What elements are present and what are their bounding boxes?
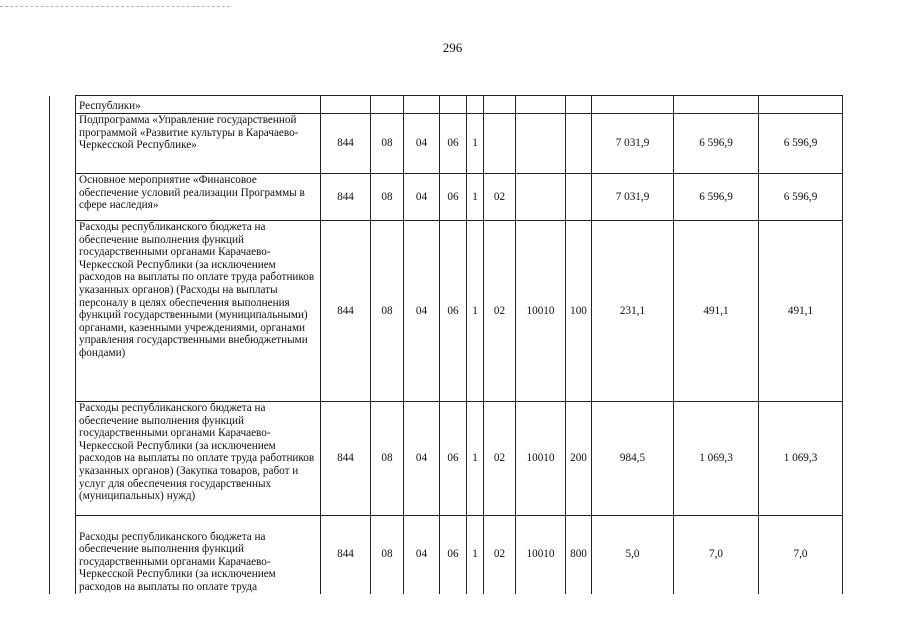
cell-code-expense-type [566,96,592,114]
cell-code-expense-type: 800 [566,516,592,594]
table-row [50,96,843,114]
cell-code-subsection: 04 [404,402,440,516]
cell-code-subsection: 04 [404,221,440,402]
cell-amount-year1: 7 031,9 [592,114,674,174]
cell-code-direction [516,114,566,174]
cell-code-section: 08 [371,174,404,221]
table-row [50,174,843,221]
cell-code-program: 06 [440,174,467,221]
cell-amount-year3: 7,0 [759,516,843,594]
row-gutter [50,221,76,402]
cell-code-program [440,96,467,114]
cell-amount-year3: 491,1 [759,221,843,402]
row-description: Основное мероприятие «Финансовое обеспечение условий реализации Программы в сфере наследия» [76,174,321,221]
cell-code-program: 06 [440,221,467,402]
cell-code-expense-type [566,174,592,221]
cell-amount-year1: 231,1 [592,221,674,402]
cell-code-section: 08 [371,114,404,174]
scan-artifact-line [0,6,230,7]
cell-amount-year2: 6 596,9 [674,174,759,221]
cell-code-event [484,96,516,114]
cell-amount-year3: 6 596,9 [759,114,843,174]
cell-code-subprogram: 1 [467,516,484,594]
cell-amount-year2: 6 596,9 [674,114,759,174]
cell-code-section: 08 [371,221,404,402]
cell-code-subprogram: 1 [467,174,484,221]
cell-code-section [371,96,404,114]
cell-amount-year3: 6 596,9 [759,174,843,221]
cell-code-subprogram: 1 [467,221,484,402]
row-gutter [50,96,76,114]
table-row [50,516,843,594]
cell-amount-year2: 1 069,3 [674,402,759,516]
cell-code-ministry [321,96,371,114]
table-row [50,402,843,516]
cell-amount-year1: 7 031,9 [592,174,674,221]
cell-amount-year2: 7,0 [674,516,759,594]
cell-amount-year3: 1 069,3 [759,402,843,516]
table-row [50,114,843,174]
cell-code-subsection: 04 [404,174,440,221]
cell-amount-year2: 491,1 [674,221,759,402]
cell-code-expense-type: 200 [566,402,592,516]
row-gutter [50,174,76,221]
cell-code-subsection [404,96,440,114]
cell-amount-year3 [759,96,843,114]
cell-code-subprogram: 1 [467,402,484,516]
cell-code-ministry: 844 [321,516,371,594]
cell-code-event [484,114,516,174]
cell-code-event: 02 [484,516,516,594]
page-number: 296 [442,40,463,55]
cell-code-subprogram: 1 [467,114,484,174]
cell-code-ministry: 844 [321,114,371,174]
cell-code-subprogram [467,96,484,114]
cell-code-direction: 10010 [516,516,566,594]
cell-code-ministry: 844 [321,174,371,221]
cell-code-ministry: 844 [321,221,371,402]
row-description: Расходы республиканского бюджета на обеспечение выполнения функций государственными органами Карачаево-Черкесской Республики (за исключением расходов на выплаты по оплате труда работников указанных органов) (Закупка товаров, работ и услуг для обеспечения государственных (муниципальных) нужд) [76,402,321,516]
row-gutter [50,402,76,516]
cell-code-ministry: 844 [321,402,371,516]
cell-code-section: 08 [371,402,404,516]
cell-code-direction: 10010 [516,221,566,402]
cell-code-direction [516,96,566,114]
cell-amount-year1: 984,5 [592,402,674,516]
cell-code-program: 06 [440,114,467,174]
cell-code-section: 08 [371,516,404,594]
cell-code-expense-type [566,114,592,174]
cell-amount-year1 [592,96,674,114]
row-description: Расходы республиканского бюджета на обеспечение выполнения функций государственными органами Карачаево-Черкесской Республики (за исключением расходов на выплаты по оплате труда работников указанных органов) (Расходы на выплаты персоналу в целях обеспечения выполнения функций государственными (муниципальными) органами, казенными учреждениями, органами управления государственными внебюджетными фондами) [76,221,321,402]
cell-code-expense-type: 100 [566,221,592,402]
row-description: Расходы республиканского бюджета на обеспечение выполнения функций государственными органами Карачаево-Черкесской Республики (за исключением расходов на выплаты по оплате труда [76,516,321,594]
row-gutter [50,114,76,174]
cell-amount-year2 [674,96,759,114]
row-gutter [50,516,76,594]
cell-code-event: 02 [484,402,516,516]
cell-amount-year1: 5,0 [592,516,674,594]
cell-code-program: 06 [440,402,467,516]
cell-code-event: 02 [484,221,516,402]
table-row [50,221,843,402]
budget-table [49,95,843,594]
row-description: Республики» [76,96,321,114]
cell-code-direction [516,174,566,221]
cell-code-subsection: 04 [404,516,440,594]
cell-code-program: 06 [440,516,467,594]
row-description: Подпрограмма «Управление государственной программой «Развитие культуры в Карачаево-Черкесской Республике» [76,114,321,174]
cell-code-direction: 10010 [516,402,566,516]
cell-code-event: 02 [484,174,516,221]
cell-code-subsection: 04 [404,114,440,174]
